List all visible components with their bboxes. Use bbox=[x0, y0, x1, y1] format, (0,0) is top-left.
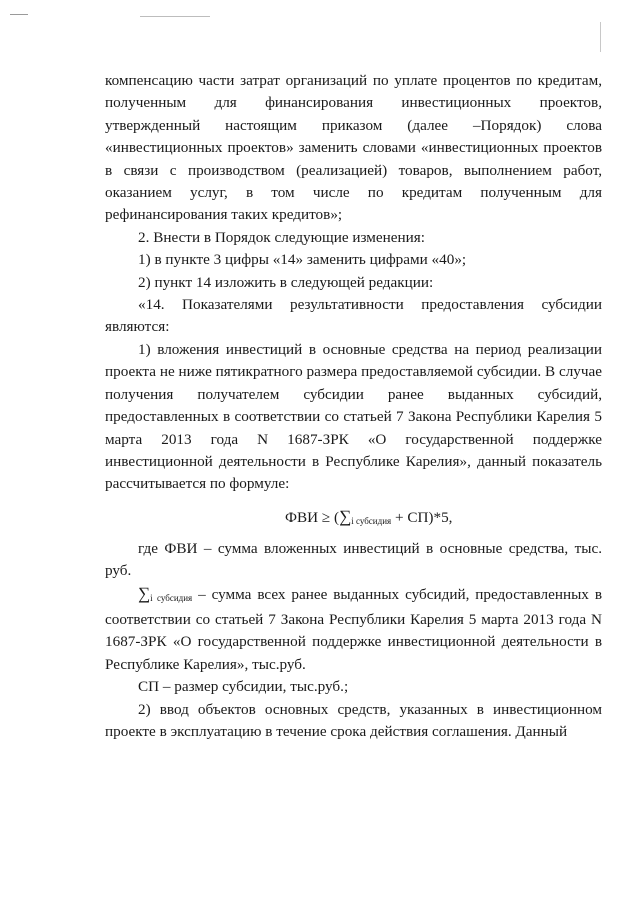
scan-artifact-top bbox=[140, 16, 210, 17]
paragraph-5: «14. Показателями результативности предоставления субсидии являются: bbox=[105, 296, 602, 336]
document-page bbox=[105, 70, 602, 743]
paragraph-7: где ФВИ – сумма вложенных инвестиций в основные средства, тыс. руб. bbox=[105, 539, 602, 580]
scan-artifact-left bbox=[10, 14, 28, 15]
paragraph-10: 2) ввод объектов основных средств, указанных в инвестиционном проекте в эксплуатацию в течение срока действия соглашения. Данный bbox=[105, 700, 602, 740]
paragraph-8-text: – сумма всех ранее выданных субсидий, предоставленных в соответствии со статьей 7 Закона Республики Карелия 5 марта 2013 года N 1687-ЗРК «О государственной поддержке инвестиционной деятельности в Республике Карелия», тыс.руб. bbox=[105, 585, 602, 673]
paragraph-3: 1) в пункте 3 цифры «14» заменить цифрами «40»; bbox=[138, 251, 467, 269]
paragraph-8 bbox=[105, 583, 602, 677]
formula bbox=[105, 496, 602, 538]
scan-artifact-right bbox=[600, 22, 601, 52]
subsidy-subscript: i субсидия bbox=[150, 592, 193, 603]
sigma-symbol: ∑ bbox=[339, 506, 352, 526]
formula-subscript: i субсидия bbox=[351, 515, 392, 526]
paragraph-9: СП – размер субсидии, тыс.руб.; bbox=[138, 678, 349, 696]
paragraph-4: 2) пункт 14 изложить в следующей редакции: bbox=[138, 273, 434, 291]
paragraph-1: компенсацию части затрат организаций по уплате процентов по кредитам, полученным для финансирования инвестиционных проектов, утвержденный настоящим приказом (далее –Порядок) слова «инвестиционных проектов» заменить словами «инвестиционных проектов в связи с производством (реализацией) товаров, выполнением работ, оказанием услуг, в том числе по кредитам полученным для рефинансирования таких кредитов»; bbox=[105, 72, 602, 224]
formula-rhs: + СП)*5, bbox=[391, 508, 453, 526]
paragraph-2: 2. Внести в Порядок следующие изменения: bbox=[138, 228, 425, 246]
paragraph-6: 1) вложения инвестиций в основные средства на период реализации проекта не ниже пятикратного размера предоставляемой субсидии. В случае получения получателем субсидии ранее выданных субсидий, предоставленных в соответствии со статьей 7 Закона Республики Карелия 5 марта 2013 года N 1687-ЗРК «О государственной поддержке инвестиционной деятельности в Республике Карелия», данный показатель рассчитывается по формуле: bbox=[105, 340, 602, 493]
sigma-symbol-2: ∑ bbox=[138, 583, 151, 603]
formula-lhs: ФВИ ≥ ( bbox=[285, 508, 340, 526]
